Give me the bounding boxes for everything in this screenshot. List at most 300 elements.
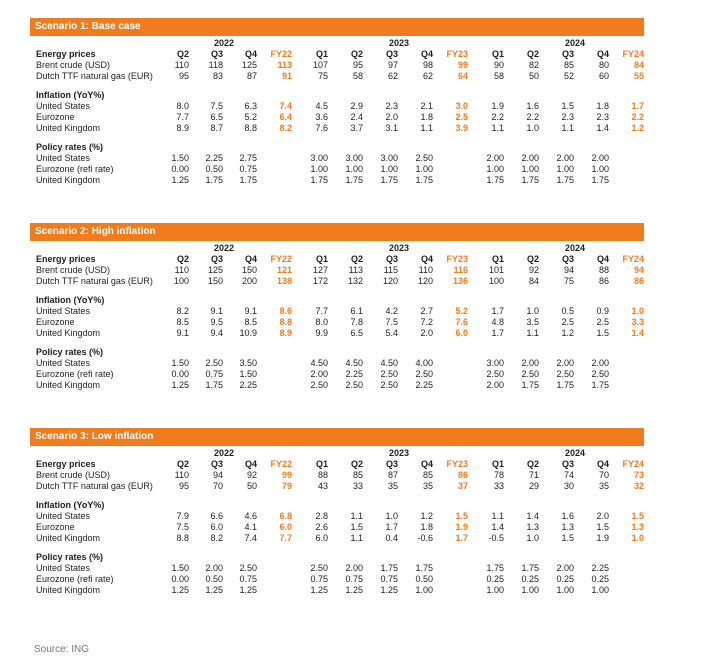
table-cell: 3.1 (385, 123, 398, 133)
table-cell: 6.5 (350, 328, 363, 338)
row-spacer (30, 82, 644, 90)
table-cell: 132 (347, 276, 363, 286)
section-header-row (30, 347, 644, 358)
section-header: Energy prices (36, 49, 96, 59)
table-cell: 70 (598, 470, 609, 480)
table-cell: 64 (457, 71, 468, 81)
row-label: Dutch TTF natural gas (EUR) (36, 276, 153, 286)
table-row (30, 563, 644, 574)
table-cell: 1.7 (491, 306, 504, 316)
table-cell: 0.75 (205, 369, 223, 379)
table-cell: 136 (452, 276, 468, 286)
table-row (30, 481, 644, 492)
table-cell: 3.00 (486, 358, 504, 368)
table-cell: 2.7 (420, 306, 433, 316)
table-cell: 1.3 (631, 522, 644, 532)
section-header: Inflation (YoY%) (36, 90, 105, 100)
table-cell: 2.3 (561, 112, 574, 122)
table-cell: 7.2 (420, 317, 433, 327)
table-cell: 7.7 (279, 533, 292, 543)
quarter-label: Q4 (244, 459, 257, 469)
table-cell: 2.5 (596, 317, 609, 327)
table-row (30, 380, 644, 391)
quarter-label: FY22 (270, 459, 292, 469)
quarter-label: Q1 (491, 49, 504, 59)
table-cell: 116 (453, 265, 468, 275)
table-cell: 1.4 (526, 511, 539, 521)
table-cell: 2.50 (556, 369, 574, 379)
table-cell: 9.9 (315, 328, 328, 338)
table-cell: 0.75 (239, 164, 257, 174)
row-label: United States (36, 153, 91, 163)
table-cell: 1.50 (171, 153, 189, 163)
table-cell: 1.4 (596, 123, 609, 133)
year-label: 2022 (213, 448, 235, 458)
table-cell: 1.75 (380, 175, 398, 185)
table-cell: 1.6 (526, 101, 539, 111)
table-cell: 2.50 (521, 369, 539, 379)
section-header: Policy rates (%) (36, 142, 104, 152)
table-cell: 127 (312, 265, 328, 275)
row-label: United States (36, 563, 91, 573)
table-cell: 1.7 (631, 101, 644, 111)
table-cell: 1.75 (591, 175, 609, 185)
table-cell: 2.0 (385, 112, 398, 122)
table-cell: 1.00 (556, 585, 574, 595)
table-cell: 118 (208, 60, 223, 70)
table-cell: 7.5 (385, 317, 398, 327)
table-cell: 1.25 (171, 585, 189, 595)
year-label: 2022 (213, 243, 235, 253)
table-cell: 7.5 (176, 522, 189, 532)
row-label: United Kingdom (36, 380, 101, 390)
quarter-label: FY23 (446, 49, 468, 59)
scenario-block (30, 428, 644, 596)
table-cell: 110 (418, 265, 433, 275)
scenario-block (30, 18, 644, 186)
scenario-block (30, 223, 644, 391)
quarter-label: Q4 (244, 49, 257, 59)
table-cell: 7.6 (315, 123, 328, 133)
table-cell: 50 (246, 481, 257, 491)
table-row (30, 522, 644, 533)
table-cell: 2.00 (591, 153, 609, 163)
table-cell: 8.5 (244, 317, 257, 327)
table-cell: 1.0 (631, 306, 644, 316)
table-cell: 1.5 (561, 101, 574, 111)
table-cell: 1.75 (556, 380, 574, 390)
table-cell: 55 (633, 71, 644, 81)
scenario-title: Scenario 2: High inflation (30, 223, 644, 241)
table-cell: 1.5 (596, 522, 609, 532)
table-cell: 9.1 (176, 328, 189, 338)
table-row (30, 276, 644, 287)
section-header: Energy prices (36, 254, 96, 264)
year-label: 2023 (388, 448, 410, 458)
quarter-label: Q3 (210, 459, 223, 469)
table-cell: 7.8 (350, 317, 363, 327)
table-cell: 1.25 (345, 585, 363, 595)
table-cell: 1.8 (596, 101, 609, 111)
table-cell: 5.2 (244, 112, 257, 122)
table-cell: 1.75 (521, 175, 539, 185)
table-cell: 90 (493, 60, 504, 70)
table-cell: 75 (563, 276, 574, 286)
table-cell: 95 (352, 60, 363, 70)
table-cell: 2.25 (415, 380, 433, 390)
section-header: Energy prices (36, 459, 96, 469)
row-label: United States (36, 101, 91, 111)
table-cell: 35 (598, 481, 609, 491)
table-cell: 7.5 (210, 101, 223, 111)
table-cell: 86 (457, 470, 468, 480)
table-row (30, 112, 644, 123)
table-cell: 60 (598, 71, 609, 81)
table-cell: 0.00 (171, 574, 189, 584)
table-cell: 150 (207, 276, 223, 286)
section-header: Policy rates (%) (36, 552, 104, 562)
table-cell: 2.00 (556, 153, 574, 163)
table-cell: 1.7 (385, 522, 398, 532)
table-cell: 1.25 (171, 175, 189, 185)
year-header-row (30, 38, 644, 49)
table-cell: 3.50 (239, 358, 257, 368)
quarter-label: Q3 (561, 49, 574, 59)
table-cell: 0.75 (345, 574, 363, 584)
table-cell: 43 (317, 481, 328, 491)
row-label: Brent crude (USD) (36, 60, 111, 70)
section-header-row (30, 49, 644, 60)
table-cell: 3.00 (310, 153, 328, 163)
table-cell: 1.75 (521, 380, 539, 390)
table-cell: 1.4 (491, 522, 504, 532)
table-cell: 2.50 (486, 369, 504, 379)
table-cell: 2.00 (556, 563, 574, 573)
table-cell: 110 (174, 470, 189, 480)
table-cell: 1.00 (415, 585, 433, 595)
row-spacer (30, 544, 644, 552)
table-cell: 7.9 (176, 511, 189, 521)
table-cell: 8.2 (176, 306, 189, 316)
quarter-label: Q3 (561, 459, 574, 469)
row-label: Brent crude (USD) (36, 470, 111, 480)
row-label: United Kingdom (36, 175, 101, 185)
table-cell: 8.2 (279, 123, 292, 133)
table-cell: 95 (178, 71, 189, 81)
row-spacer (30, 492, 644, 500)
table-cell: 2.00 (345, 563, 363, 573)
section-header-row (30, 552, 644, 563)
table-cell: 88 (598, 265, 609, 275)
table-cell: 1.0 (526, 533, 539, 543)
table-cell: 113 (348, 265, 363, 275)
quarter-label: Q4 (420, 49, 433, 59)
table-cell: 1.75 (521, 563, 539, 573)
table-cell: 0.50 (205, 574, 223, 584)
table-cell: 50 (528, 71, 539, 81)
table-cell: 8.8 (279, 317, 292, 327)
scenario-title: Scenario 1: Base case (30, 18, 644, 36)
table-cell: 1.75 (205, 175, 223, 185)
table-cell: 1.4 (631, 328, 644, 338)
table-cell: 1.25 (380, 585, 398, 595)
table-cell: 2.00 (521, 153, 539, 163)
table-cell: 6.4 (279, 112, 292, 122)
table-cell: 35 (422, 481, 433, 491)
table-cell: 1.00 (591, 164, 609, 174)
table-cell: 3.6 (315, 112, 328, 122)
table-cell: 1.1 (526, 328, 539, 338)
table-cell: 4.50 (380, 358, 398, 368)
table-cell: 84 (633, 60, 644, 70)
quarter-label: Q2 (526, 254, 539, 264)
table-cell: 1.2 (561, 328, 574, 338)
table-cell: 94 (633, 265, 644, 275)
table-cell: 58 (493, 71, 504, 81)
table-cell: 6.6 (210, 511, 223, 521)
table-cell: 9.4 (210, 328, 223, 338)
table-cell: 1.5 (350, 522, 363, 532)
year-label: 2022 (213, 38, 235, 48)
quarter-label: Q2 (350, 459, 363, 469)
table-row (30, 164, 644, 175)
quarter-label: Q2 (350, 254, 363, 264)
table-cell: 0.00 (171, 369, 189, 379)
table-cell: 52 (563, 71, 574, 81)
table-cell: 1.8 (420, 112, 433, 122)
table-cell: 88 (317, 470, 328, 480)
table-row (30, 585, 644, 596)
table-cell: 1.0 (526, 123, 539, 133)
table-cell: 0.75 (380, 574, 398, 584)
table-cell: 2.50 (415, 153, 433, 163)
section-header-row (30, 142, 644, 153)
table-cell: 113 (277, 60, 292, 70)
table-cell: 2.0 (420, 328, 433, 338)
quarter-label: Q4 (596, 49, 609, 59)
row-spacer (30, 134, 644, 142)
table-cell: 2.50 (345, 380, 363, 390)
table-cell: 1.75 (591, 380, 609, 390)
table-cell: 3.00 (380, 153, 398, 163)
row-label: Eurozone (refi rate) (36, 574, 114, 584)
table-cell: 2.75 (239, 153, 257, 163)
table-cell: 2.50 (310, 563, 328, 573)
table-cell: 1.50 (239, 369, 257, 379)
table-cell: 94 (212, 470, 223, 480)
table-cell: 80 (598, 60, 609, 70)
table-cell: 100 (488, 276, 504, 286)
table-cell: 1.9 (491, 101, 504, 111)
table-cell: 1.75 (486, 175, 504, 185)
table-cell: 4.1 (244, 522, 257, 532)
table-cell: 74 (563, 470, 574, 480)
table-cell: 2.25 (591, 563, 609, 573)
table-cell: 1.1 (491, 511, 504, 521)
table-cell: 150 (241, 265, 257, 275)
table-cell: 86 (598, 276, 609, 286)
year-label: 2024 (564, 38, 586, 48)
table-cell: 2.50 (205, 358, 223, 368)
scenario-title: Scenario 3: Low inflation (30, 428, 644, 446)
section-header-row (30, 295, 644, 306)
table-row (30, 153, 644, 164)
table-cell: 6.0 (279, 522, 292, 532)
table-cell: 4.00 (415, 358, 433, 368)
year-label: 2023 (388, 38, 410, 48)
table-cell: 3.9 (455, 123, 468, 133)
table-cell: -0.6 (417, 533, 433, 543)
table-cell: 1.7 (491, 328, 504, 338)
table-cell: 87 (246, 71, 257, 81)
table-row (30, 470, 644, 481)
table-cell: 84 (528, 276, 539, 286)
table-cell: 0.25 (591, 574, 609, 584)
table-cell: 3.5 (526, 317, 539, 327)
table-cell: 1.00 (521, 164, 539, 174)
quarter-label: Q4 (244, 254, 257, 264)
table-cell: 7.6 (455, 317, 468, 327)
table-cell: 2.00 (486, 380, 504, 390)
row-label: Dutch TTF natural gas (EUR) (36, 481, 153, 491)
section-header: Inflation (YoY%) (36, 500, 105, 510)
table-cell: 6.0 (455, 328, 468, 338)
table-cell: 1.00 (380, 164, 398, 174)
year-label: 2024 (564, 448, 586, 458)
table-cell: 1.75 (486, 563, 504, 573)
table-cell: 2.00 (591, 358, 609, 368)
table-cell: 2.50 (415, 369, 433, 379)
table-cell: 4.6 (244, 511, 257, 521)
table-cell: 30 (563, 481, 574, 491)
table-cell: 1.3 (526, 522, 539, 532)
table-cell: 1.0 (526, 306, 539, 316)
table-row (30, 306, 644, 317)
table-cell: 1.00 (415, 164, 433, 174)
table-cell: 0.75 (310, 574, 328, 584)
table-cell: 1.75 (345, 175, 363, 185)
quarter-label: Q2 (176, 49, 189, 59)
table-cell: 1.9 (455, 522, 468, 532)
table-cell: 2.8 (315, 511, 328, 521)
table-cell: 1.00 (486, 164, 504, 174)
row-label: United Kingdom (36, 328, 101, 338)
section-header-row (30, 500, 644, 511)
table-row (30, 101, 644, 112)
table-cell: 2.4 (350, 112, 363, 122)
quarter-label: FY24 (622, 459, 644, 469)
year-header-row (30, 243, 644, 254)
table-cell: 2.50 (239, 563, 257, 573)
table-cell: 86 (633, 276, 644, 286)
table-cell: 1.50 (171, 358, 189, 368)
table-cell: 1.25 (310, 585, 328, 595)
table-cell: 1.75 (415, 563, 433, 573)
table-cell: 1.2 (631, 123, 644, 133)
section-header: Policy rates (%) (36, 347, 104, 357)
quarter-label: Q2 (176, 254, 189, 264)
table-row (30, 358, 644, 369)
table-cell: 3.0 (455, 101, 468, 111)
table-row (30, 265, 644, 276)
table-cell: 1.75 (415, 175, 433, 185)
table-cell: 8.0 (176, 101, 189, 111)
table-cell: 2.9 (350, 101, 363, 111)
table-cell: 1.00 (486, 585, 504, 595)
section-header-row (30, 459, 644, 470)
quarter-label: Q2 (176, 459, 189, 469)
table-cell: 2.5 (455, 112, 468, 122)
quarter-label: Q4 (420, 459, 433, 469)
quarter-label: Q2 (526, 49, 539, 59)
table-cell: 110 (174, 60, 189, 70)
row-label: Eurozone (36, 522, 75, 532)
table-cell: 92 (528, 265, 539, 275)
table-cell: 4.5 (315, 101, 328, 111)
table-cell: 4.2 (385, 306, 398, 316)
row-label: United Kingdom (36, 585, 101, 595)
table-cell: 9.5 (210, 317, 223, 327)
table-cell: 1.75 (205, 380, 223, 390)
table-cell: 1.75 (380, 563, 398, 573)
table-cell: 2.00 (205, 563, 223, 573)
table-cell: 94 (563, 265, 574, 275)
table-cell: 97 (387, 60, 398, 70)
table-cell: 0.25 (556, 574, 574, 584)
table-cell: 3.7 (350, 123, 363, 133)
table-cell: 83 (212, 71, 223, 81)
table-cell: 2.50 (380, 380, 398, 390)
table-cell: 9.1 (244, 306, 257, 316)
table-cell: 29 (528, 481, 539, 491)
table-cell: 85 (563, 60, 574, 70)
table-row (30, 328, 644, 339)
table-cell: 7.4 (279, 101, 292, 111)
table-cell: 2.25 (345, 369, 363, 379)
table-cell: 1.75 (239, 175, 257, 185)
table-cell: 9.1 (210, 306, 223, 316)
table-cell: 2.25 (239, 380, 257, 390)
row-spacer (30, 339, 644, 347)
row-label: United States (36, 511, 91, 521)
table-cell: 7.4 (244, 533, 257, 543)
table-cell: 95 (178, 481, 189, 491)
table-cell: 0.25 (521, 574, 539, 584)
table-cell: 0.75 (239, 574, 257, 584)
table-cell: 1.1 (491, 123, 504, 133)
row-label: Eurozone (36, 317, 75, 327)
table-cell: 99 (281, 470, 292, 480)
table-cell: 70 (212, 481, 223, 491)
quarter-label: FY24 (622, 254, 644, 264)
table-cell: 33 (493, 481, 504, 491)
table-cell: 6.5 (210, 112, 223, 122)
table-cell: 8.7 (210, 123, 223, 133)
table-cell: 82 (528, 60, 539, 70)
table-cell: 107 (312, 60, 328, 70)
table-cell: 7.7 (315, 306, 328, 316)
row-label: Eurozone (refi rate) (36, 164, 114, 174)
table-cell: 1.5 (596, 328, 609, 338)
table-cell: 8.8 (244, 123, 257, 133)
quarter-label: Q3 (385, 254, 398, 264)
table-cell: 0.50 (205, 164, 223, 174)
table-cell: 62 (422, 71, 433, 81)
row-label: Eurozone (refi rate) (36, 369, 114, 379)
quarter-label: Q4 (420, 254, 433, 264)
quarter-label: Q1 (315, 49, 328, 59)
table-cell: 73 (633, 470, 644, 480)
